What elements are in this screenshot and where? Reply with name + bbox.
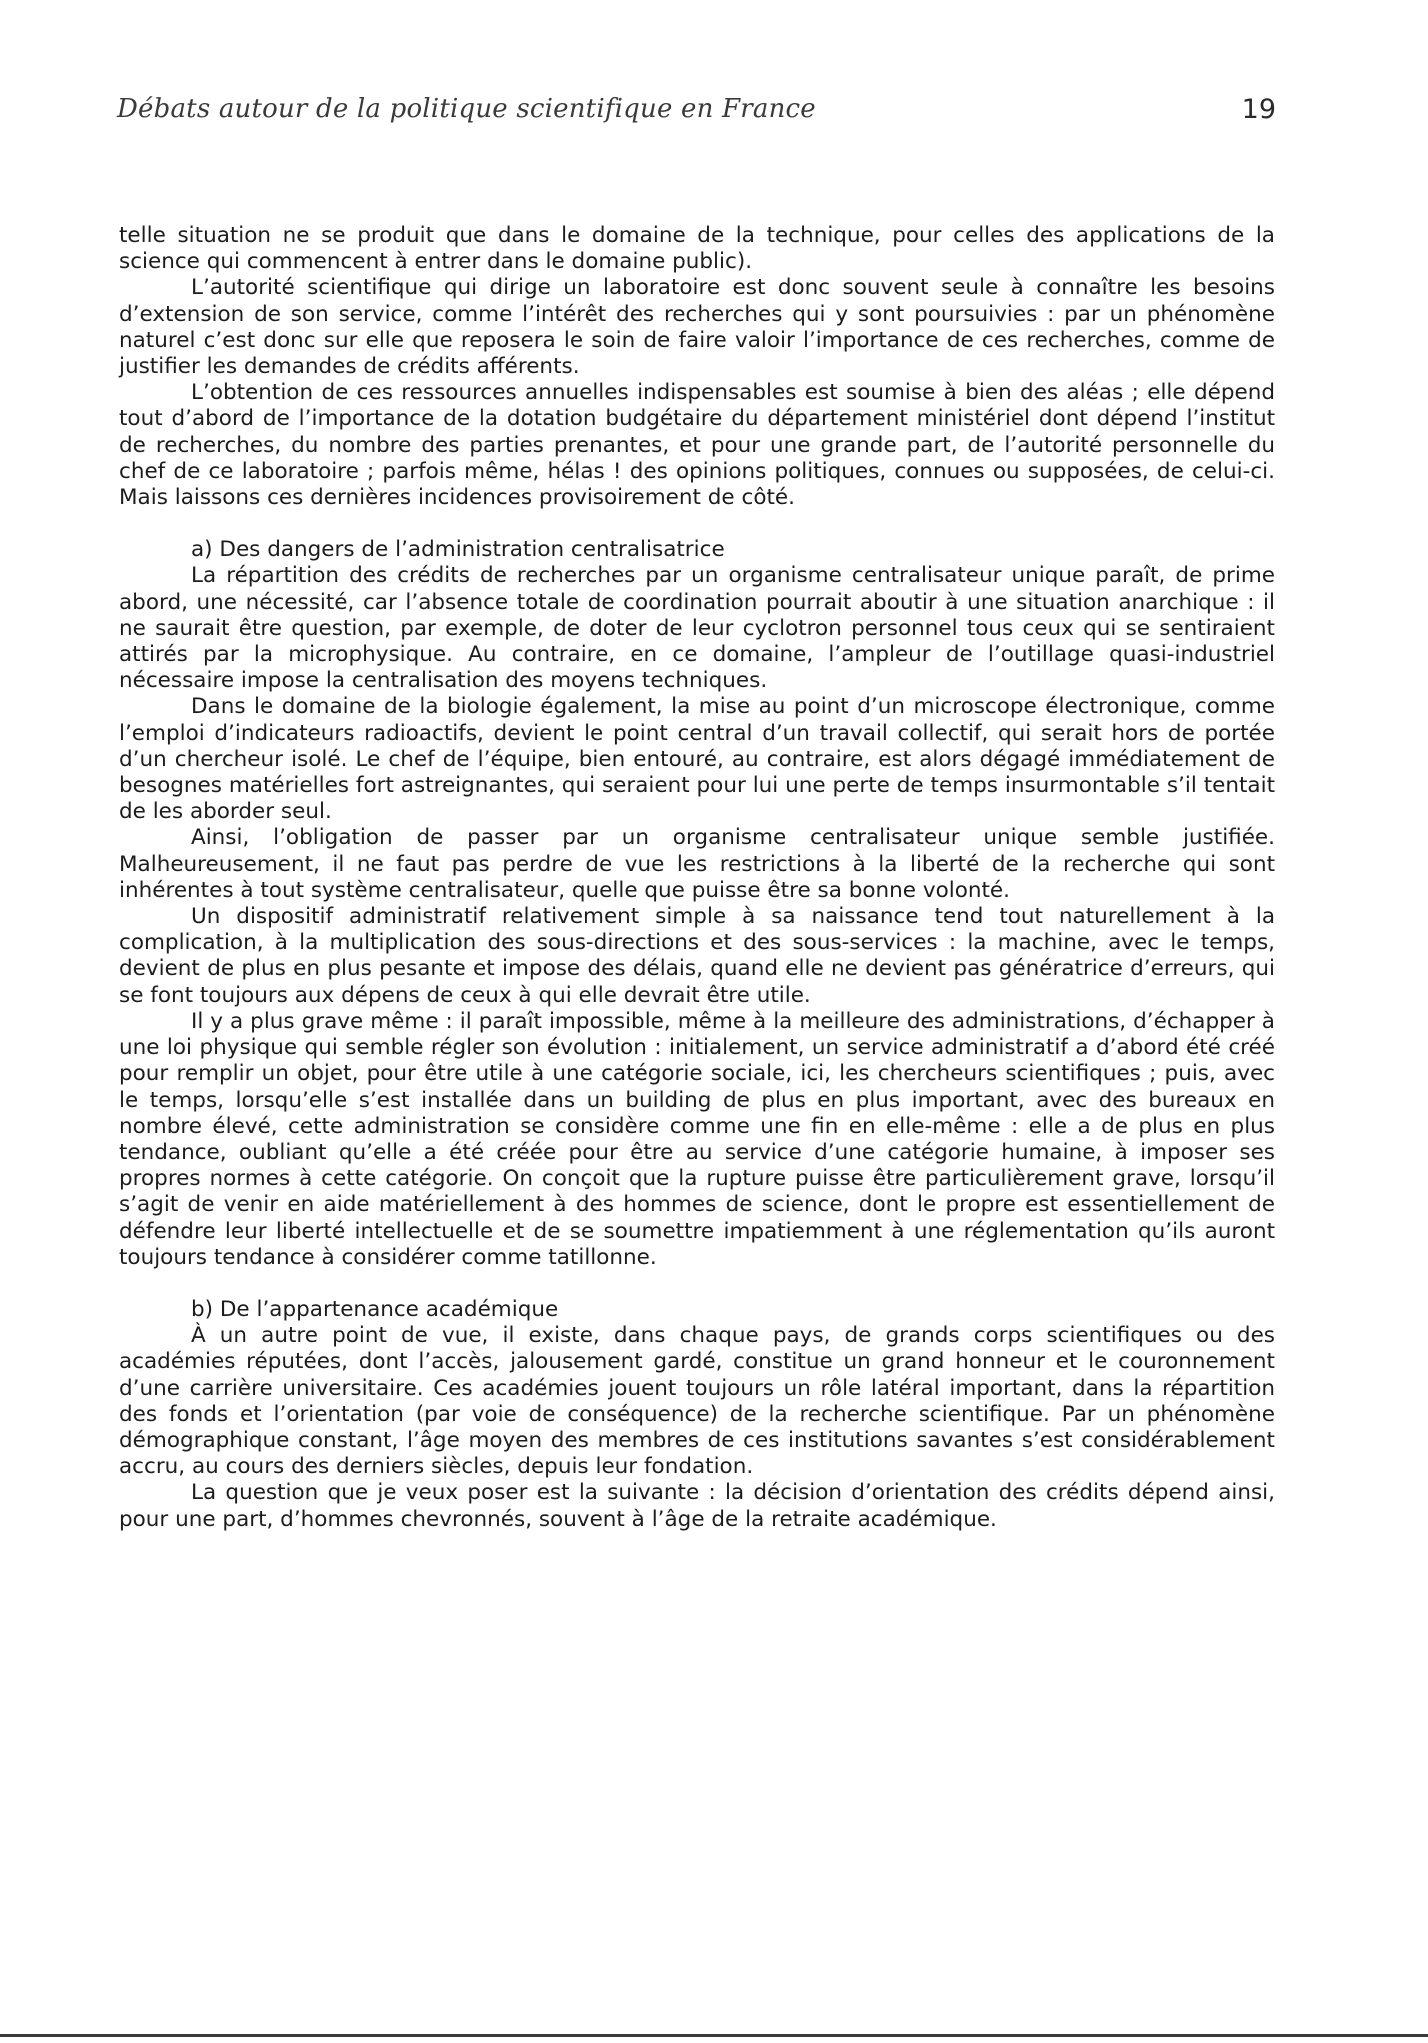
paragraph: Il y a plus grave même : il paraît impossible, même à la meilleure des administrations, d’échapper à une loi physique qui semble régler son évolution : initialement, un service administratif a d’abord été créé pour remplir un objet, pour être utile à une catégorie sociale, ici, les chercheurs scientifiques ; puis, avec le temps, lorsqu’elle s’est installée dans un building de plus en plus important, avec des bureaux en nombre élevé, cette administration se considère comme une fin en elle-même : elle a de plus en plus tendance, oubliant qu’elle a été créée pour être au service d’une catégorie humaine, à imposer ses propres normes à cette catégorie. On conçoit que la rupture puisse être particulièrement grave, lorsqu’il s’agit de venir en aide matériellement à des hommes de science, dont le propre est essentiellement de défendre leur liberté intellectuelle et de se soumettre impatiemment à une réglementation qu’ils auront toujours tendance à considérer comme tatillonne. <box>119 1008 1275 1270</box>
paragraph: La répartition des crédits de recherches par un organisme centralisateur unique paraît, de prime abord, une nécessité, car l’absence totale de coordination pourrait aboutir à une situation anarchique : il ne saurait être question, par exemple, de doter de leur cyclotron personnel tous ceux qui se sentiraient attirés par la microphysique. Au contraire, en ce domaine, l’ampleur de l’outillage quasi-industriel nécessaire impose la centralisation des moyens techniques. <box>119 563 1275 694</box>
running-title: Débats autour de la politique scientifique en France <box>117 94 816 124</box>
scan-edge-line <box>0 2034 1428 2037</box>
page-number: 19 <box>1241 94 1276 125</box>
paragraph: telle situation ne se produit que dans le domaine de la technique, pour celles des applications de la science qui commencent à entrer dans le domaine public). <box>119 223 1275 275</box>
body-text <box>119 223 1275 1533</box>
paragraph: Dans le domaine de la biologie également, la mise au point d’un microscope électronique, comme l’emploi d’indicateurs radioactifs, devient le point central d’un travail collectif, qui serait hors de portée d’un chercheur isolé. Le chef de l’équipe, bien entouré, au contraire, est alors dégagé immédiatement de besognes matérielles fort astreignantes, qui seraient pour lui une perte de temps insurmontable s’il tentait de les aborder seul. <box>119 694 1275 825</box>
running-header <box>117 94 1276 130</box>
section-heading-b: b) De l’appartenance académique <box>191 1296 559 1322</box>
paragraph: L’autorité scientifique qui dirige un laboratoire est donc souvent seule à connaître les besoins d’extension de son service, comme l’intérêt des recherches qui y sont poursuivies : par un phénomène naturel c’est donc sur elle que reposera le soin de faire valoir l’importance de ces recherches, comme de justifier les demandes de crédits afférents. <box>119 275 1275 380</box>
paragraph: Un dispositif administratif relativement simple à sa naissance tend tout naturellement à la complication, à la multiplication des sous-directions et des sous-services : la machine, avec le temps, devient de plus en plus pesante et impose des délais, quand elle ne devient pas génératrice d’erreurs, qui se font toujours aux dépens de ceux à qui elle devrait être utile. <box>119 904 1275 1008</box>
paragraph: Ainsi, l’obligation de passer par un organisme centralisateur unique semble justifiée. Malheureusement, il ne faut pas perdre de vue les restrictions à la liberté de la recherche qui sont inhérentes à tout système centralisateur, quelle que puisse être sa bonne volonté. <box>119 825 1275 903</box>
paragraph: La question que je veux poser est la suivante : la décision d’orientation des crédits dépend ainsi, pour une part, d’hommes chevronnés, souvent à l’âge de la retraite académique. <box>119 1480 1275 1532</box>
section-spacer <box>119 511 1275 537</box>
paragraph: L’obtention de ces ressources annuelles indispensables est soumise à bien des aléas ; elle dépend tout d’abord de l’importance de la dotation budgétaire du département ministériel dont dépend l’institut de recherches, du nombre des parties prenantes, et pour une grande part, de l’autorité personnelle du chef de ce laboratoire ; parfois même, hélas ! des opinions politiques, connues ou supposées, de celui-ci. Mais laissons ces dernières incidences provisoirement de côté. <box>119 380 1275 511</box>
section-spacer <box>119 1271 1275 1297</box>
paragraph: À un autre point de vue, il existe, dans chaque pays, de grands corps scientifiques ou des académies réputées, dont l’accès, jalousement gardé, constitue un grand honneur et le couronnement d’une carrière universitaire. Ces académies jouent toujours un rôle latéral important, dans la répartition des fonds et l’orientation (par voie de conséquence) de la recherche scientifique. Par un phénomène démographique constant, l’âge moyen des membres de ces institutions savantes s’est considérablement accru, au cours des derniers siècles, depuis leur fondation. <box>119 1323 1275 1480</box>
section-heading-a: a) Des dangers de l’administration centralisatrice <box>191 537 725 563</box>
